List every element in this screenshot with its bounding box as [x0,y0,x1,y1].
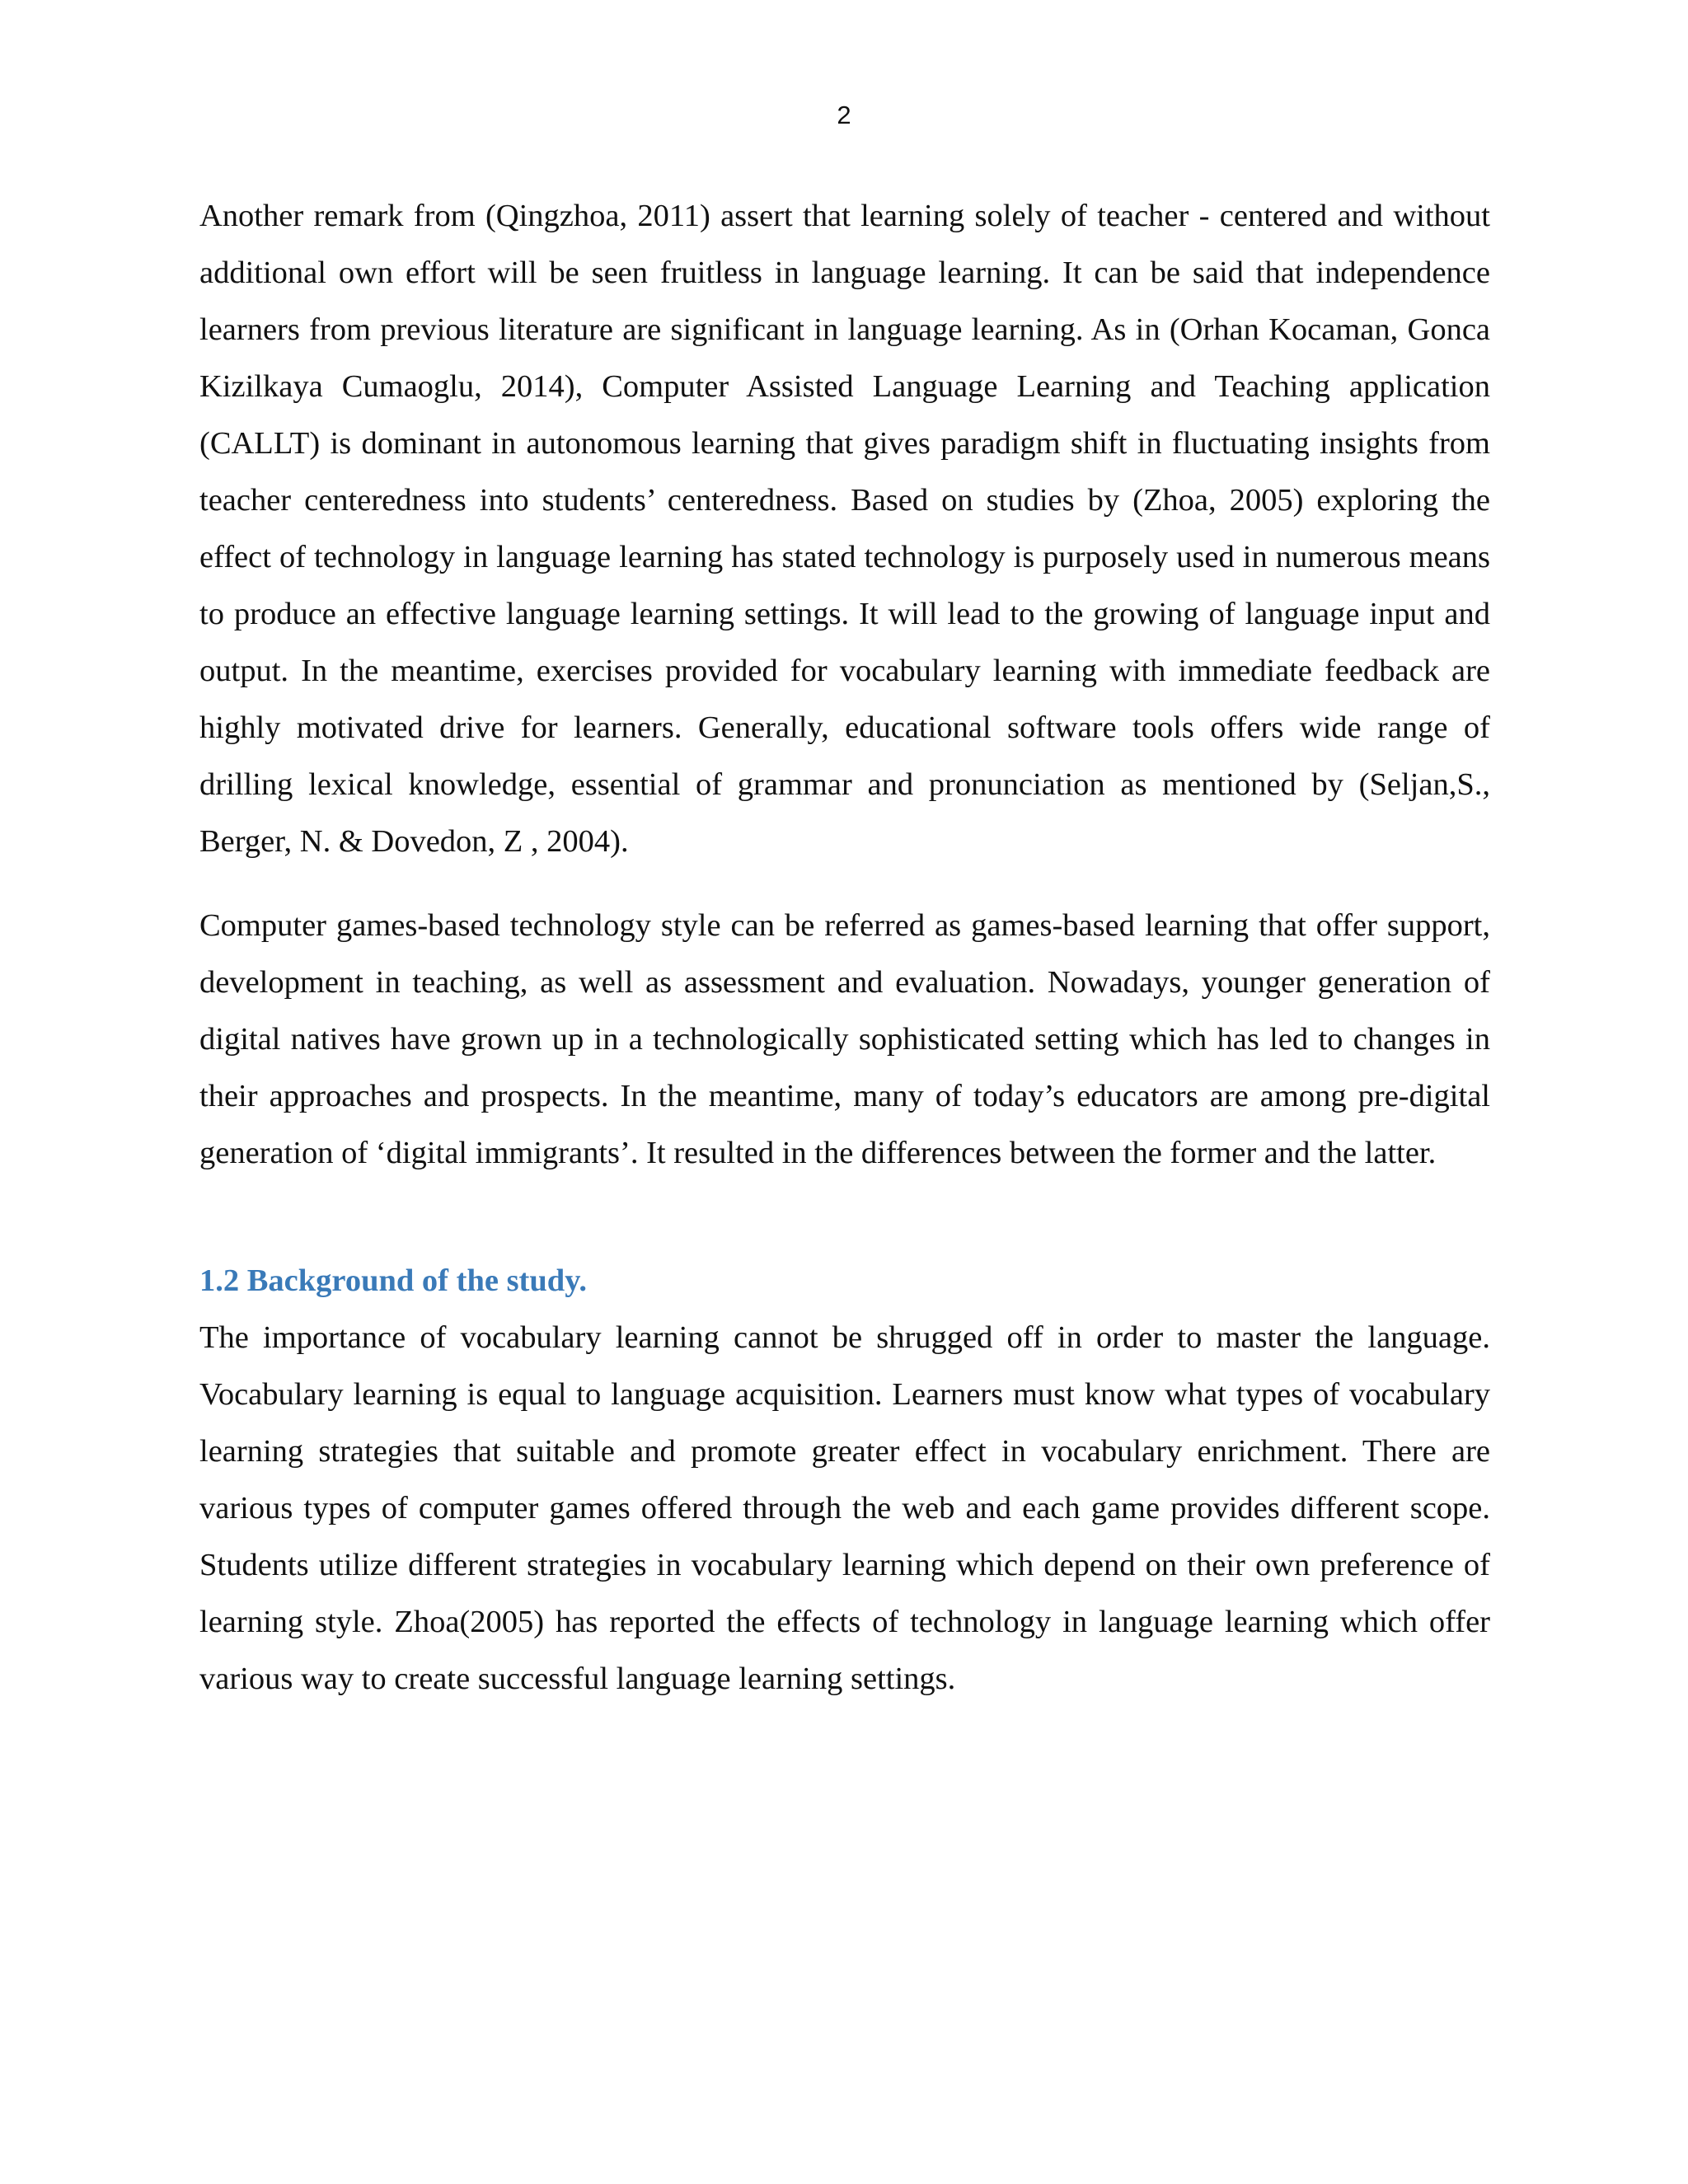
section-heading: 1.2 Background of the study. [199,1263,587,1298]
body-content [199,188,1490,1708]
paragraph-intro: Another remark from (Qingzhoa, 2011) assert that learning solely of teacher - centered and without additional own effort will be seen fruitless in language learning. It can be said that independence learners from previous literature are significant in language learning. As in (Orhan Kocaman, Gonca Kizilkaya Cumaoglu, 2014), Computer Assisted Language Learning and Teaching application (CALLT) is dominant in autonomous learning that gives paradigm shift in fluctuating insights from teacher centeredness into students’ centeredness. Based on studies by (Zhoa, 2005) exploring the effect of technology in language learning has stated technology is purposely used in numerous means to produce an effective language learning settings. It will lead to the growing of language input and output. In the meantime, exercises provided for vocabulary learning with immediate feedback are highly motivated drive for learners. Generally, educational software tools offers wide range of drilling lexical knowledge, essential of grammar and pronunciation as mentioned by (Seljan,S., Berger, N. & Dovedon, Z , 2004). [199,199,1490,859]
paragraph-games-based: Computer games-based technology style can be referred as games-based learning that offer support, development in teaching, as well as assessment and evaluation. Nowadays, younger generation of digital natives have grown up in a technologically sophisticated setting which has led to changes in their approaches and prospects. In the meantime, many of today’s educators are among pre-digital generation of ‘digital immigrants’. It resulted in the differences between the former and the latter. [199,908,1490,1170]
page-number: 2 [837,101,851,129]
paragraph-background: The importance of vocabulary learning cannot be shrugged off in order to master the language. Vocabulary learning is equal to language acquisition. Learners must know what types of vocabulary learning strategies that suitable and promote greater effect in vocabulary enrichment. There are various types of computer games offered through the web and each game provides different scope. Students utilize different strategies in vocabulary learning which depend on their own preference of learning style. Zhoa(2005) has reported the effects of technology in language learning which offer various way to create successful language learning settings. [199,1320,1490,1696]
